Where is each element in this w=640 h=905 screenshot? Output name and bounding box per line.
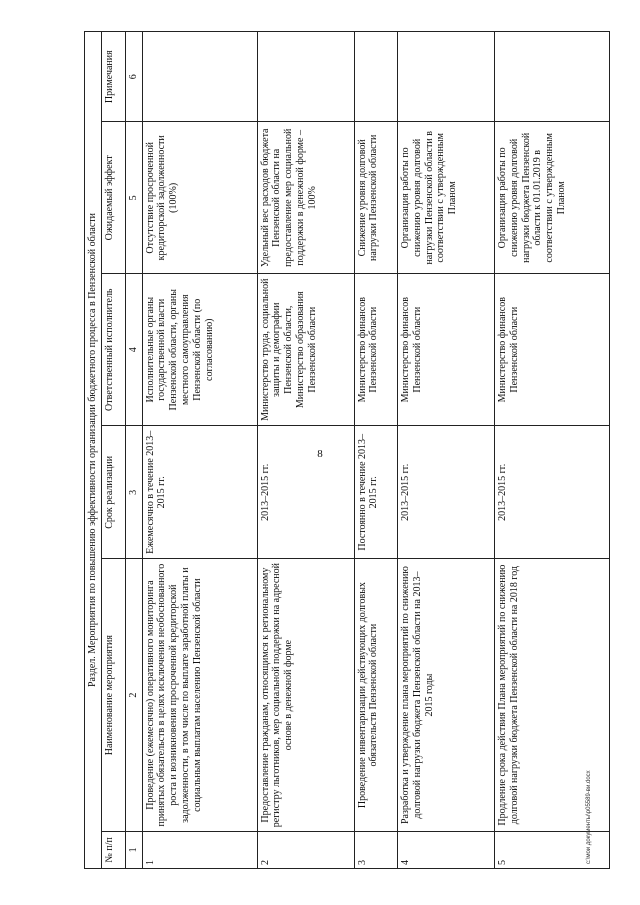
row-effect: Организация работы по снижению уровня долговой нагрузки бюджета Пензенской области к 01.01.2019 в соответствии с утвержденным Планом bbox=[495, 122, 610, 274]
table-row bbox=[397, 32, 494, 869]
row-term: 2013–2015 гг. bbox=[397, 426, 494, 559]
row-executor: Министерство финансов Пензенской области bbox=[354, 274, 397, 426]
row-num: 1 bbox=[142, 831, 257, 868]
file-path-footer: c:\мои документы\p05589-ви.docx bbox=[586, 770, 592, 864]
page-number: 8 bbox=[317, 448, 323, 460]
row-effect: Удельный вес расходов бюджета Пензенской области на предоставление мер социальной поддержки в денежной форме – 100% bbox=[257, 122, 354, 274]
table-row bbox=[257, 32, 354, 869]
rotated-table-container bbox=[84, 31, 610, 869]
row-name: Продление срока действия Плана мероприятий по снижению долговой нагрузки бюджета Пензенской области на 2018 год bbox=[495, 559, 610, 831]
row-name: Предоставление гражданам, относящимся к региональному регистру льготников, мер социальной поддержки на адресной основе в денежной форме bbox=[257, 559, 354, 831]
row-term: 2013–2015 гг. bbox=[257, 426, 354, 559]
colnum-5: 5 bbox=[125, 122, 142, 274]
header-executor: Ответственный исполнитель bbox=[101, 274, 125, 426]
row-name: Проведение инвентаризации действующих долговых обязательств Пензенской области bbox=[354, 559, 397, 831]
row-num: 2 bbox=[257, 831, 354, 868]
row-effect: Отсутствие просроченной кредиторской задолженности (100%) bbox=[142, 122, 257, 274]
measures-table bbox=[84, 31, 610, 869]
section-title: Раздел. Мероприятия по повышению эффективности организации бюджетного процесса в Пензенской области bbox=[85, 32, 102, 869]
header-term: Срок реализации bbox=[101, 426, 125, 559]
row-num: 3 bbox=[354, 831, 397, 868]
row-term: Ежемесячно в течение 2013–2015 гг. bbox=[142, 426, 257, 559]
colnum-1: 1 bbox=[125, 831, 142, 868]
row-notes bbox=[397, 32, 494, 122]
colnum-3: 3 bbox=[125, 426, 142, 559]
row-executor: Министерство финансов Пензенской области bbox=[397, 274, 494, 426]
row-num: 5 bbox=[495, 831, 610, 868]
table-row bbox=[495, 32, 610, 869]
row-executor: Исполнительные органы государственной власти Пензенской области, органы местного самоуправления Пензенской области (по согласованию) bbox=[142, 274, 257, 426]
row-notes bbox=[495, 32, 610, 122]
row-notes bbox=[257, 32, 354, 122]
header-effect: Ожидаемый эффект bbox=[101, 122, 125, 274]
row-name: Проведение (ежемесячно) оперативного мониторинга принятых обязательств в целях исключения необоснованного роста и возникновения просроченной кредиторской задолженности, в том числе по выплате заработной платы и социальным выплатам населению Пензенской области bbox=[142, 559, 257, 831]
colnum-6: 6 bbox=[125, 32, 142, 122]
row-term: Постоянно в течение 2013–2015 гг. bbox=[354, 426, 397, 559]
header-notes: Примечания bbox=[101, 32, 125, 122]
row-num: 4 bbox=[397, 831, 494, 868]
row-term: 2013–2015 гг. bbox=[495, 426, 610, 559]
table-row bbox=[142, 32, 257, 869]
row-notes bbox=[142, 32, 257, 122]
row-effect: Снижение уровня долговой нагрузки Пензенской области bbox=[354, 122, 397, 274]
colnum-4: 4 bbox=[125, 274, 142, 426]
row-name: Разработка и утверждение плана мероприятий по снижению долговой нагрузки бюджета Пензенской области на 2013–2015 годы bbox=[397, 559, 494, 831]
colnum-2: 2 bbox=[125, 559, 142, 831]
row-executor: Министерство финансов Пензенской области bbox=[495, 274, 610, 426]
table-row bbox=[354, 32, 397, 869]
row-effect: Организация работы по снижению уровня долговой нагрузки Пензенской области в соответствии с утвержденным Планом bbox=[397, 122, 494, 274]
header-num: № п/п bbox=[101, 831, 125, 868]
row-notes bbox=[354, 32, 397, 122]
header-name: Наименование мероприятия bbox=[101, 559, 125, 831]
row-executor: Министерство труда, социальной защиты и демографии Пензенской области, Министерство образования Пензенской области bbox=[257, 274, 354, 426]
